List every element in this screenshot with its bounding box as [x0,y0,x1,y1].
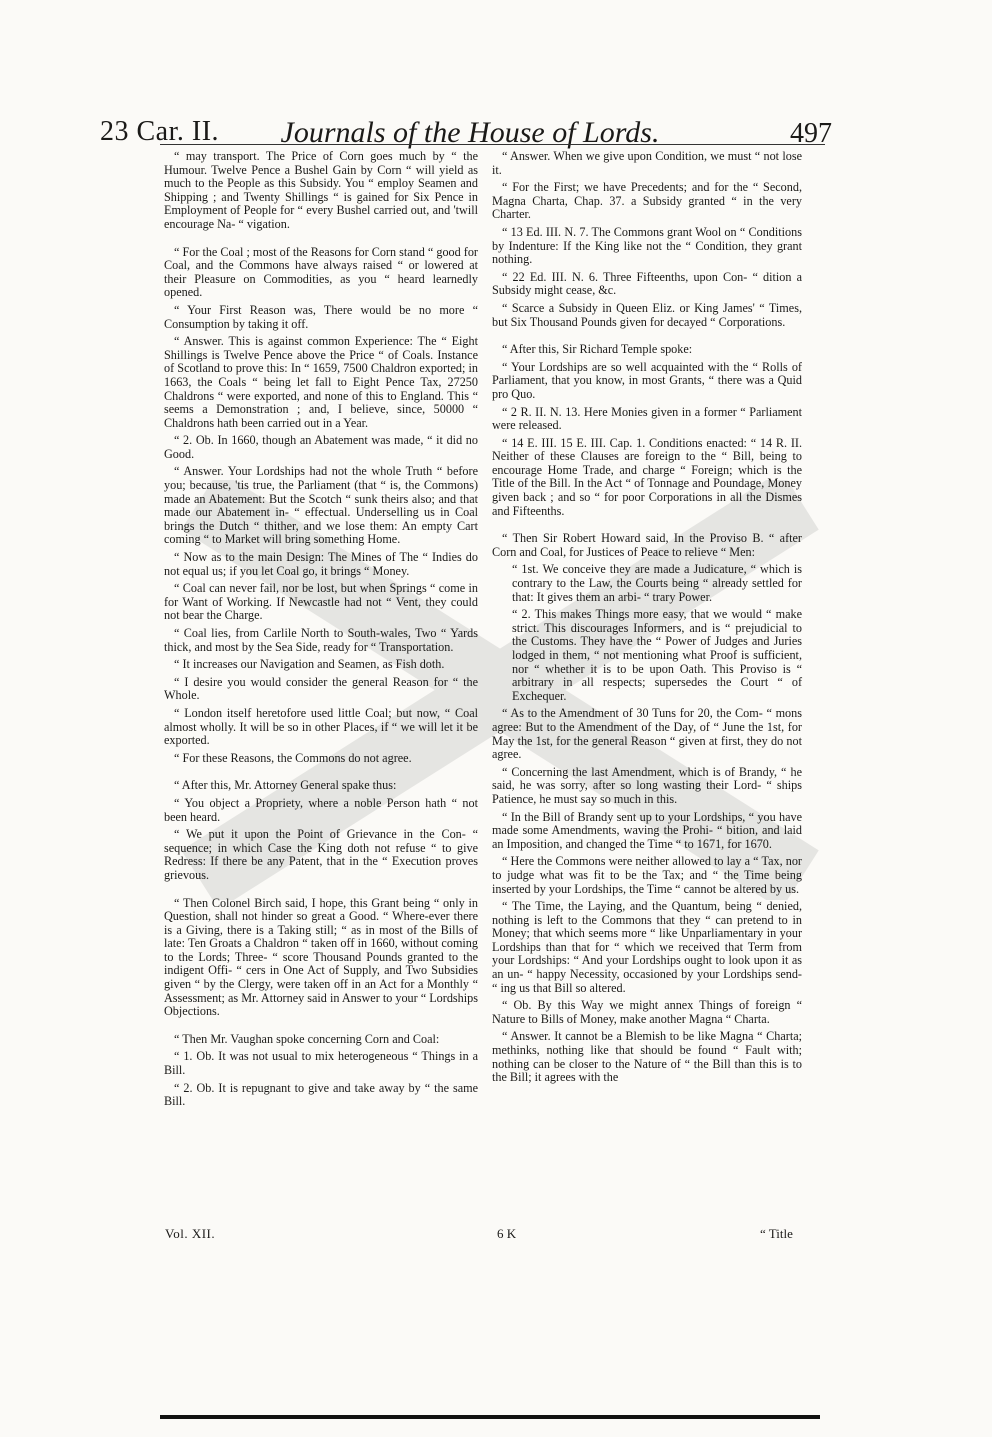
paragraph: “ Coal lies, from Carlile North to South-wales, Two “ Yards thick, and most by the Sea Side, ready for “ Transportation. [164,626,478,654]
paragraph: “ Concerning the last Amendment, which is of Brandy, “ he said, he was sorry, after so long wasting their Lord- “ ships Patience, he must say so much in this. [492,764,802,806]
paragraph: “ 13 Ed. III. N. 7. The Commons grant Wool on “ Conditions by Indenture: If the King like not the “ Condition, they grant nothing. [492,224,802,267]
paragraph: “ It increases our Navigation and Seamen, as Fish doth. [174,657,445,672]
header-rule [160,144,825,145]
paragraph: “ Here the Commons were neither allowed to lay a “ Tax, nor to judge what was fit to be the Tax; and “ the Time being inserted by your Lordships, the Time “ cannot be altered by us. [492,854,802,896]
paragraph: “ In the Bill of Brandy sent up to your Lordships, “ you have made some Amendments, waving the Prohi- “ bition, and laid an Imposition, and changed the Time “ to 1671, for 1670. [492,809,802,851]
volume-label: Vol. XII. [165,1226,216,1241]
paragraph: “ Answer. When we give upon Condition, we must “ not lose it. [492,149,802,177]
paragraph: “ 2 R. II. N. 13. Here Monies given in a former “ Parliament were released. [492,404,802,433]
paragraph: “ Ob. By this Way we might annex Things of foreign “ Nature to Bills of Money, make another Magna “ Charta. [492,998,802,1026]
paragraph: “ Answer. It cannot be a Blemish to be like Magna “ Charta; methinks, nothing like that should be found “ Fault with; nothing can be closer to the Nature of “ the Bill than this is to the Bill; it agrees with the [492,1029,802,1085]
regnal-year: 23 Car. II. [100,116,220,147]
bottom-rule [160,1415,820,1419]
paragraph: “ 1st. We conceive they are made a Judicature, “ which is contrary to the Law, the Courts being “ already settled for that: It gives them an arbi- “ trary Power. [512,562,802,604]
paragraph: “ Your Lordships are so well acquainted with the “ Rolls of Parliament, that you know, in most Grants, “ there was a Quid pro Quo. [492,359,802,401]
journal-title: Journals of the House of Lords. [280,116,660,149]
paragraph: “ I desire you would consider the general Reason for “ the Whole. [164,674,478,703]
right-column [492,150,802,1089]
paragraph: “ Your First Reason was, There would be no more “ Consumption by taking it off. [164,302,478,331]
paragraph: “ The Time, the Laying, and the Quantum, being “ denied, nothing is left to the Commons that they “ can pretend to in Money; that which seems more “ like Unparliamentary in your Lordships than that for “ which we received that Term from your Lordships: “ And your Lordships ought to look upon it as an un- “ happy Necessity, occasioned by your Lordships send- “ ing us that Bill so altered. [492,899,802,995]
paragraph: “ London itself heretofore used little Coal; but now, “ Coal almost wholly. It will be so in other Places, if “ we will let it be exported. [164,705,478,748]
paragraph: “ After this, Mr. Attorney General spake thus: [174,778,397,793]
left-column [164,150,478,1113]
paragraph: “ As to the Amendment of 30 Tuns for 20, the Com- “ mons agree: But to the Amendment of the Day, of “ June the 1st, for May the 1st, for the general Reason “ given at first, they do not agree. [492,706,802,762]
paragraph: “ Now as to the main Design: The Mines of The “ Indies do not equal us; if you let Coal go, it brings “ Money. [164,550,478,578]
paragraph: “ For the First; we have Precedents; and for the “ Second, Magna Charta, Chap. 37. a Subsidy granted “ in the very Charter. [492,180,802,222]
paragraph: “ Scarce a Subsidy in Queen Eliz. or King James' “ Times, but Six Thousand Pounds given for decayed “ Corporations. [492,300,802,329]
paragraph: “ After this, Sir Richard Temple spoke: [502,342,693,357]
paragraph: “ 2. This makes Things more easy, that we would “ make strict. This discourages Informers, and is “ prejudicial to the Customs. They have the “ Power of Judges and Juries lodged in them, “ not mentioning what Proof is sufficient, nor “ whether it is to be upon Oath. This Proviso is “ arbitrary in all respects; supersedes the Court “ of Exchequer. [512,607,802,703]
paragraph: “ Then Colonel Birch said, I hope, this Grant being “ only in Question, shall not hinder so great a Good. “ Where-ever there is a Giving, there is a Taking still; “ as in most of the Bills of late: Ten Groats a Chaldron “ taken off in 1660, without coming to the Lords; Three- “ score Thousand Pounds granted to the indigent Offi- “ cers in One Act of Supply, and Two Subsidies given “ by the Clergy, were taken off in an Act for a Monthly “ Assessment; as Mr. Attorney said in Answer to your “ Lordships Objections. [164,895,478,1019]
paragraph: “ You object a Propriety, where a noble Person hath “ not been heard. [164,795,478,824]
paragraph: “ 2. Ob. In 1660, though an Abatement was made, “ it did no Good. [164,433,478,461]
page-number: 497 [790,118,832,149]
paragraph: “ may transport. The Price of Corn goes much by “ the Humour. Twelve Pence a Bushel Gain by Corn “ will yield as much to the People as this Subsidy. You “ employ Seamen and Shipping ; and Twenty Shillings “ is gained for Six Pence in Employment of People for “ every Bushel carried out, and 'twill encourage Na- “ vigation. [164,149,478,231]
paragraph: “ Answer. This is against common Experience: The “ Eight Shillings is Twelve Pence above the Price “ of Coals. Instance of Scotland to prove this: In “ 1659, 7500 Chaldron exported; in 1663, the Coals “ being let fall to Eight Pence Tax, 27250 Chaldrons “ were exported, and none of this to England. This “ seems a Demonstration ; and, I believe, since, 50000 “ Chaldrons hath been carried out in a Year. [164,334,478,430]
paragraph: “ Then Sir Robert Howard said, In the Proviso B. “ after Corn and Coal, for Justices of Peace to relieve “ Men: [492,531,802,559]
paragraph: “ 22 Ed. III. N. 6. Three Fifteenths, upon Con- “ dition a Subsidy might cease, &c. [492,269,802,298]
paragraph: “ Coal can never fail, nor be lost, but when Springs “ come in for Want of Working. If Newcastle had not “ Vent, they could not bear the Charge. [164,581,478,623]
paragraph: “ Then Mr. Vaughan spoke concerning Corn and Coal: [174,1031,440,1046]
catchword: “ Title [760,1226,793,1241]
running-header [0,86,992,149]
paragraph: “ 14 E. III. 15 E. III. Cap. 1. Conditions enacted: “ 14 R. II. Neither of these Clauses are foreign to the “ Bill, being to encourage Home Trade, and charge “ Foreign; which is the Title of the Bill. In the Act “ of Tonnage and Poundage, Money given back ; and so “ for poor Corporations in all the Dismes and Fifteenths. [492,435,802,518]
paragraph: “ Answer. Your Lordships had not the whole Truth “ before you; because, 'tis true, the Parliament (that “ is, the Commons) made an Abatement: But the Scotch “ sunk theirs also; and that made our Abatement in- “ effectual. Underselling us in Coal brings the Dutch “ thither, and we lose them: An empty Cart coming “ to Market will bring something Home. [164,464,478,547]
paragraph: “ We put it upon the Point of Grievance in the Con- “ sequence; in which Case the King doth not refuse “ to give Redress: If there be any Patent, that in the “ Execution proves grievous. [164,827,478,882]
paragraph: “ For the Coal ; most of the Reasons for Corn stand “ good for Coal, and the Commons have always raised “ or lowered at their Pleasure on Commodities, as you “ heard learnedly opened. [164,244,478,300]
paragraph: “ 2. Ob. It is repugnant to give and take away by “ the same Bill. [164,1080,478,1109]
signature-mark: 6 K [497,1226,517,1241]
paragraph: “ For these Reasons, the Commons do not agree. [174,750,412,765]
paragraph: “ 1. Ob. It was not usual to mix heterogeneous “ Things in a Bill. [164,1049,478,1078]
